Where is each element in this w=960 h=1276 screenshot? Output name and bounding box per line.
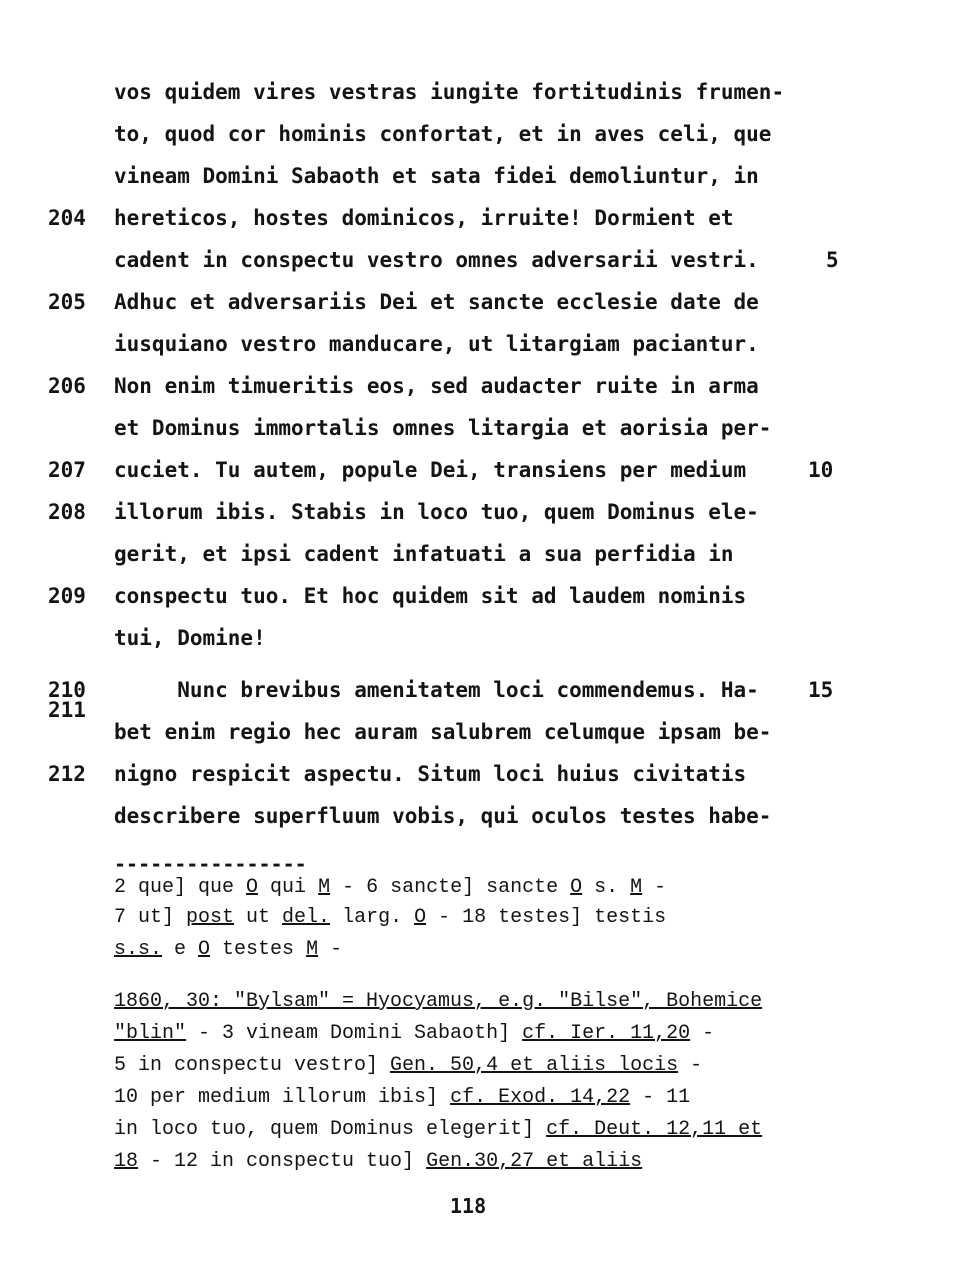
note-segment: qui: [258, 876, 319, 899]
text-line: nigno respicit aspectu. Situm loci huius civitatis: [114, 762, 747, 786]
note-segment: cf. Ier. 11,20: [522, 1022, 691, 1045]
margin-number: 5: [826, 248, 839, 272]
text-line: Adhuc et adversariis Dei et sancte ecclesie date de: [114, 290, 759, 314]
line-number: 210: [48, 678, 86, 702]
text-line: conspectu tuo. Et hoc quidem sit ad laudem nominis: [114, 584, 747, 608]
line-number: 205: [48, 290, 86, 314]
note-segment: Gen. 50,4 et aliis locis: [390, 1054, 679, 1077]
note-segment: M: [630, 876, 643, 899]
note-segment: 7 ut]: [114, 906, 187, 929]
text-line: gerit, et ipsi cadent infatuati a sua perfidia in: [114, 542, 734, 566]
page-number: 118: [450, 1194, 487, 1218]
note-segment: 1860, 30: "Bylsam" = Hyocyamus, e.g. "Bilse", Bohemice: [114, 990, 763, 1013]
note-line: [114, 1120, 762, 1140]
note-segment: - 11: [630, 1086, 691, 1109]
text-line: et Dominus immortalis omnes litargia et aorisia per-: [114, 416, 772, 440]
line-number: 211: [48, 698, 86, 722]
note-segment: 18: [114, 1150, 139, 1173]
note-segment: O: [414, 906, 427, 929]
note-segment: 2 que] que: [114, 876, 247, 899]
note-line: [114, 992, 762, 1012]
line-number: 207: [48, 458, 86, 482]
note-segment: ut: [234, 906, 283, 929]
text-line: tui, Domine!: [114, 626, 266, 650]
text-line: to, quod cor hominis confortat, et in aves celi, que: [114, 122, 772, 146]
text-line: hereticos, hostes dominicos, irruite! Dormient et: [114, 206, 734, 230]
note-segment: post: [186, 906, 235, 929]
footnote-separator: ----------------: [114, 852, 307, 876]
note-segment: in loco tuo, quem Dominus elegerit]: [114, 1118, 547, 1141]
note-segment: e: [162, 938, 199, 961]
note-segment: 10 per medium illorum ibis]: [114, 1086, 451, 1109]
text-line: vos quidem vires vestras iungite fortitudinis frumen-: [114, 80, 785, 104]
note-segment: - 18 testes] testis: [426, 906, 667, 929]
note-line: [114, 1024, 714, 1044]
note-segment: M: [318, 876, 331, 899]
note-segment: cf. Deut. 12,11 et: [546, 1118, 763, 1141]
note-segment: -: [678, 1054, 703, 1077]
note-segment: -: [690, 1022, 715, 1045]
note-line: [114, 940, 342, 960]
text-line: illorum ibis. Stabis in loco tuo, quem Dominus ele-: [114, 500, 759, 524]
note-segment: -: [642, 876, 667, 899]
note-segment: testes: [210, 938, 307, 961]
note-segment: O: [246, 876, 259, 899]
note-segment: O: [198, 938, 211, 961]
note-segment: cf. Exod. 14,22: [450, 1086, 631, 1109]
text-line: Non enim timueritis eos, sed audacter ruite in arma: [114, 374, 759, 398]
line-number: 208: [48, 500, 86, 524]
text-line: iusquiano vestro manducare, ut litargiam paciantur.: [114, 332, 759, 356]
line-number: 209: [48, 584, 86, 608]
text-line: cadent in conspectu vestro omnes adversarii vestri.: [114, 248, 759, 272]
note-segment: Gen.30,27 et aliis: [426, 1150, 643, 1173]
note-line: [114, 1152, 642, 1172]
note-segment: O: [570, 876, 583, 899]
line-number: 206: [48, 374, 86, 398]
margin-number: 15: [808, 678, 834, 702]
text-line: Nunc brevibus amenitatem loci commendemus. Ha-: [114, 678, 759, 702]
text-line: vineam Domini Sabaoth et sata fidei demoliuntur, in: [114, 164, 759, 188]
note-segment: s.: [582, 876, 631, 899]
note-segment: -: [318, 938, 343, 961]
note-segment: del.: [282, 906, 331, 929]
note-segment: 5 in conspectu vestro]: [114, 1054, 391, 1077]
note-segment: larg.: [330, 906, 415, 929]
note-line: [114, 1088, 690, 1108]
note-line: [114, 1056, 702, 1076]
text-line: describere superfluum vobis, qui oculos testes habe-: [114, 804, 772, 828]
note-segment: "blin": [114, 1022, 187, 1045]
note-line: [114, 878, 666, 898]
line-number: 212: [48, 762, 86, 786]
line-number: 204: [48, 206, 86, 230]
note-segment: M: [306, 938, 319, 961]
text-line: cuciet. Tu autem, popule Dei, transiens per medium: [114, 458, 747, 482]
note-segment: - 3 vineam Domini Sabaoth]: [186, 1022, 523, 1045]
text-line: bet enim regio hec auram salubrem celumque ipsam be-: [114, 720, 772, 744]
note-line: [114, 908, 666, 928]
note-segment: - 6 sancte] sancte: [330, 876, 571, 899]
note-segment: s.s.: [114, 938, 163, 961]
margin-number: 10: [808, 458, 834, 482]
note-segment: - 12 in conspectu tuo]: [138, 1150, 427, 1173]
